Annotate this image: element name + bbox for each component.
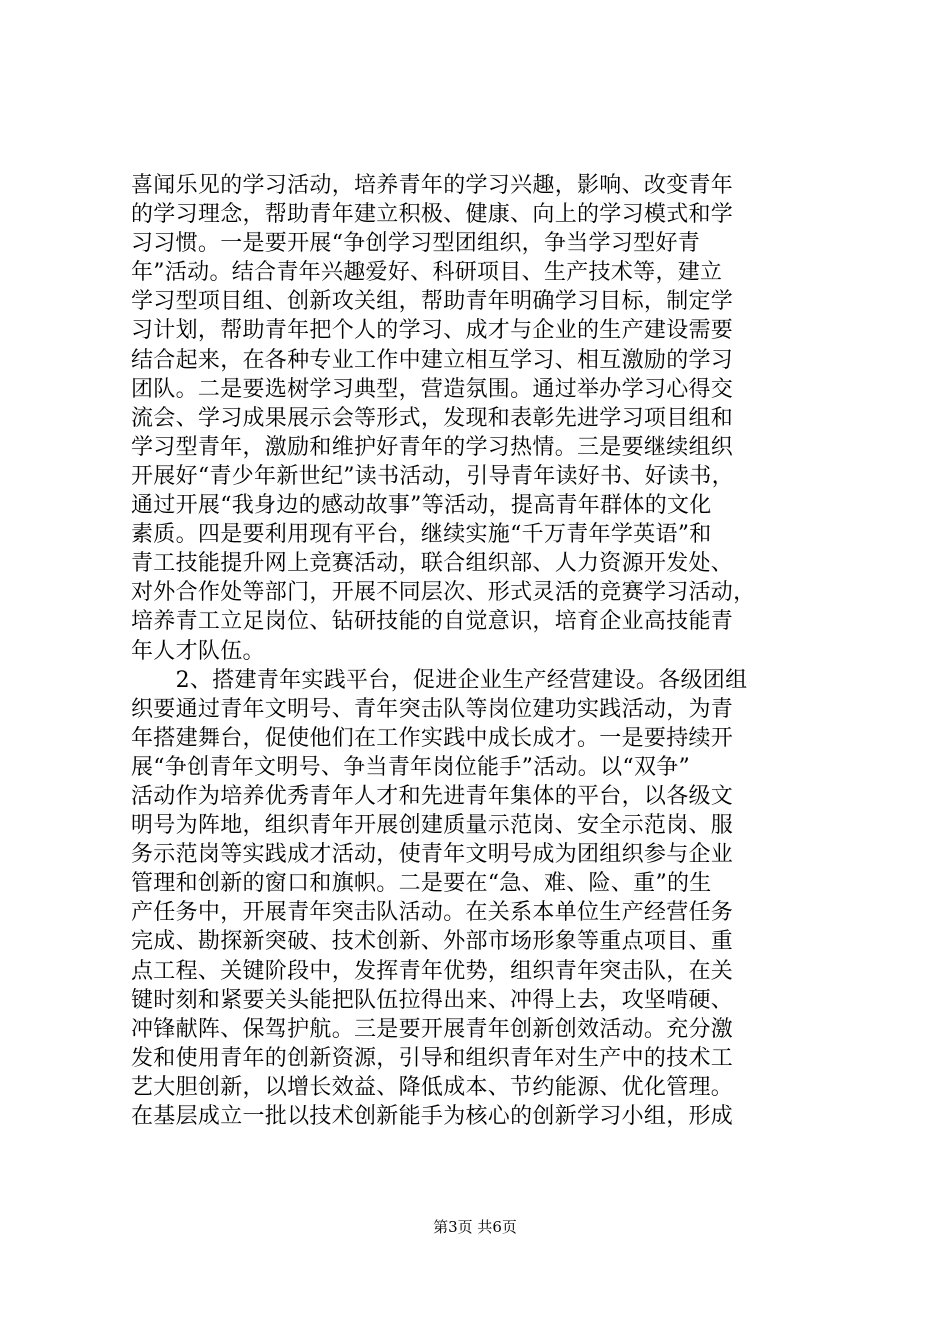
text-line: 产任务中，开展青年突击队活动。在关系本单位生产经营任务 bbox=[131, 900, 734, 926]
text-line: 学习型项目组、创新攻关组，帮助青年明确学习目标，制定学 bbox=[131, 289, 734, 315]
text-line: 对外合作处等部门，开展不同层次、形式灵活的竞赛学习活动， bbox=[131, 580, 756, 606]
text-line: 素质。四是要利用现有平台，继续实施“千万青年学英语”和 bbox=[131, 522, 712, 548]
text-line: 团队。二是要选树学习典型，营造氛围。通过举办学习心得交 bbox=[131, 376, 734, 402]
text-line: 务示范岗等实践成才活动，使青年文明号成为团组织参与企业 bbox=[131, 842, 734, 868]
text-line: 青工技能提升网上竞赛活动，联合组织部、人力资源开发处、 bbox=[131, 551, 734, 577]
page-footer: 第3页 共6页 bbox=[433, 1218, 517, 1236]
text-line: 键时刻和紧要关头能把队伍拉得出来、冲得上去，攻坚啃硬、 bbox=[131, 987, 734, 1013]
body-text bbox=[131, 171, 831, 1131]
text-line: 习习惯。一是要开展“争创学习型团组织，争当学习型好青 bbox=[131, 231, 701, 257]
text-line: 开展好“青少年新世纪”读书活动，引导青年读好书、好读书， bbox=[131, 463, 734, 489]
text-line: 结合起来，在各种专业工作中建立相互学习、相互激励的学习 bbox=[131, 347, 734, 373]
text-line: 冲锋献阵、保驾护航。三是要开展青年创新创效活动。充分激 bbox=[131, 1016, 734, 1042]
text-line: 完成、勘探新突破、技术创新、外部市场形象等重点项目、重 bbox=[131, 929, 734, 955]
text-line: 习计划，帮助青年把个人的学习、成才与企业的生产建设需要 bbox=[131, 318, 734, 344]
text-line: 点工程、关键阶段中，发挥青年优势，组织青年突击队，在关 bbox=[131, 958, 734, 984]
text-line: 管理和创新的窗口和旗帜。二是要在“急、难、险、重”的生 bbox=[131, 871, 712, 897]
text-line: 发和使用青年的创新资源，引导和组织青年对生产中的技术工 bbox=[131, 1045, 734, 1071]
text-line: 在基层成立一批以技术创新能手为核心的创新学习小组，形成 bbox=[131, 1104, 734, 1129]
text-line: 活动作为培养优秀青年人才和先进青年集体的平台，以各级文 bbox=[131, 783, 734, 809]
text-line: 流会、学习成果展示会等形式，发现和表彰先进学习项目组和 bbox=[131, 405, 734, 431]
text-line: 学习型青年，激励和维护好青年的学习热情。三是要继续组织 bbox=[131, 434, 734, 460]
text-line: 艺大胆创新，以增长效益、降低成本、节约能源、优化管理。 bbox=[131, 1074, 734, 1100]
text-line: 通过开展“我身边的感动故事”等活动，提高青年群体的文化 bbox=[131, 493, 712, 519]
text-line: 明号为阵地，组织青年开展创建质量示范岗、安全示范岗、服 bbox=[131, 813, 734, 839]
text-line: 年搭建舞台，促使他们在工作实践中成长成才。一是要持续开 bbox=[131, 725, 734, 751]
text-line: 培养青工立足岗位、钻研技能的自觉意识，培育企业高技能青 bbox=[131, 609, 734, 635]
text-line: 展“争创青年文明号、争当青年岗位能手”活动。以“双争” bbox=[131, 754, 691, 780]
text-line: 2、搭建青年实践平台，促进企业生产经营建设。各级团组 bbox=[131, 667, 748, 693]
text-line: 年人才队伍。 bbox=[131, 638, 265, 664]
text-line: 织要通过青年文明号、青年突击队等岗位建功实践活动，为青 bbox=[131, 696, 734, 722]
text-line: 喜闻乐见的学习活动，培养青年的学习兴趣，影响、改变青年 bbox=[131, 173, 734, 198]
text-line: 年”活动。结合青年兴趣爱好、科研项目、生产技术等，建立 bbox=[131, 260, 723, 286]
text-line: 的学习理念，帮助青年建立积极、健康、向上的学习模式和学 bbox=[131, 202, 734, 228]
